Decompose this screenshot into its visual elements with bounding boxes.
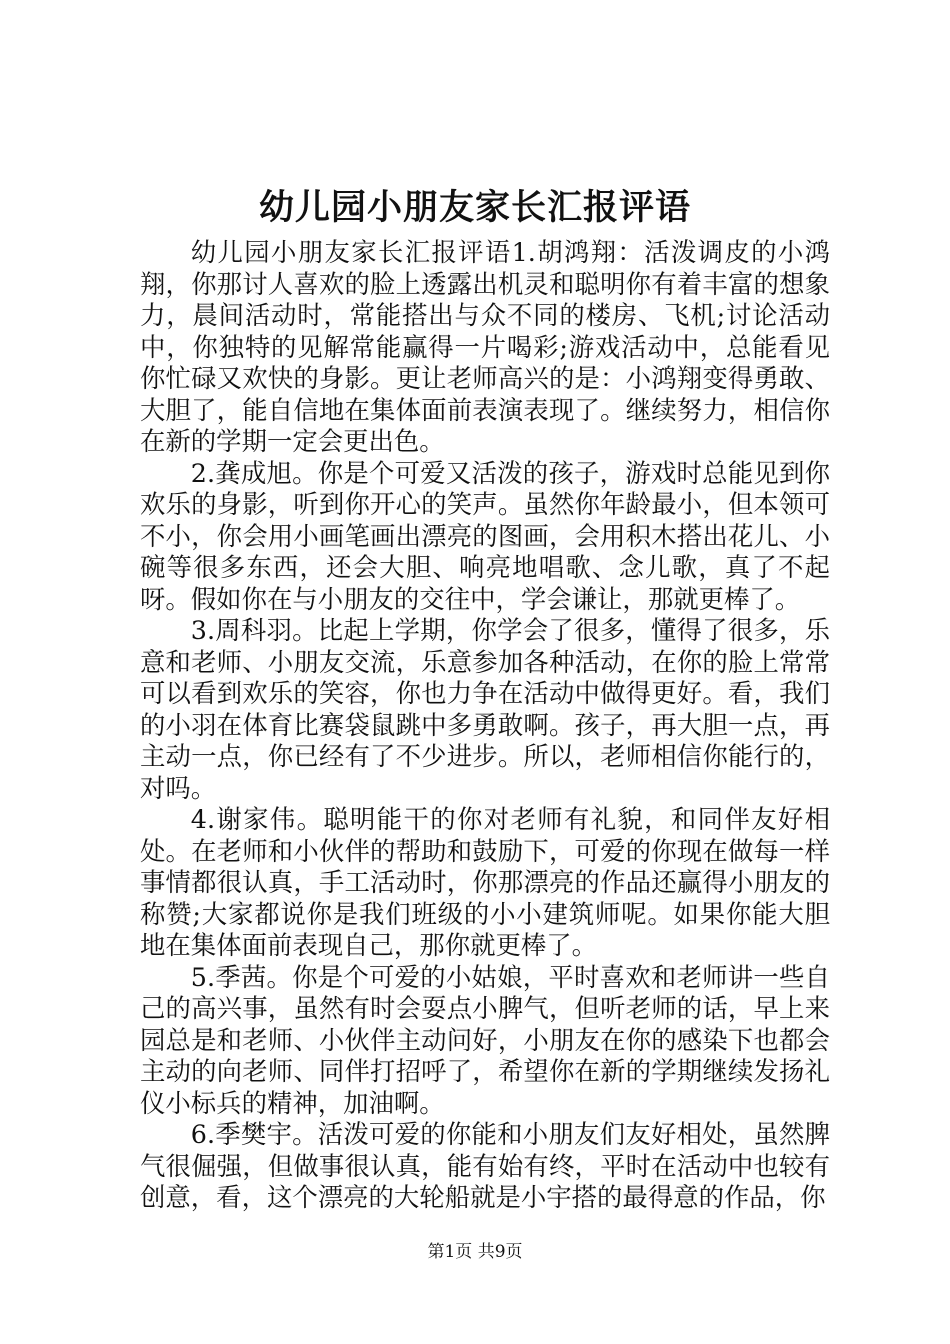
paragraph-5: 5.季茜。你是个可爱的小姑娘，平时喜欢和老师讲一些自己的高兴事，虽然有时会耍点小脾气，但听老师的话，早上来园总是和老师、小伙伴主动问好，小朋友在你的感染下也都会主动的向老师、同伴打招呼了，希望你在新的学期继续发扬礼仪小标兵的精神，加油啊。 [140,961,830,1118]
paragraph-6: 6.季樊宇。活泼可爱的你能和小朋友们友好相处，虽然脾气很倔强，但做事很认真，能有始有终，平时在活动中也较有创意，看，这个漂亮的大轮船就是小宇搭的最得意的作品，你 [140,1119,830,1212]
paragraph-3: 3.周科羽。比起上学期，你学会了很多，懂得了很多，乐意和老师、小朋友交流，乐意参加各种活动，在你的脸上常常可以看到欢乐的笑容，你也力争在活动中做得更好。看，我们的小羽在体育比赛袋鼠跳中多勇敢啊。孩子，再大胆一点，再主动一点，你已经有了不少进步。所以，老师相信你能行的，对吗。 [140,615,830,803]
paragraph-4: 4.谢家伟。聪明能干的你对老师有礼貌，和同伴友好相处。在老师和小伙伴的帮助和鼓励下，可爱的你现在做每一样事情都很认真，手工活动时，你那漂亮的作品还赢得小朋友的称赞;大家都说你是我们班级的小小建筑师呢。如果你能大胆地在集体面前表现自己，那你就更棒了。 [140,804,830,960]
paragraph-2: 2.龚成旭。你是个可爱又活泼的孩子，游戏时总能见到你欢乐的身影，听到你开心的笑声。虽然你年龄最小，但本领可不小，你会用小画笔画出漂亮的图画，会用积木搭出花儿、小碗等很多东西，还会大胆、响亮地唱歌、念儿歌，真了不起呀。假如你在与小朋友的交往中，学会谦让，那就更棒了。 [140,457,830,614]
document-title: 幼儿园小朋友家长汇报评语 [258,187,691,228]
paragraph-1: 幼儿园小朋友家长汇报评语1.胡鸿翔：活泼调皮的小鸿翔，你那讨人喜欢的脸上透露出机灵和聪明你有着丰富的想象力，晨间活动时，常能搭出与众不同的楼房、飞机;讨论活动中，你独特的见解常能赢得一片喝彩;游戏活动中，总能看见你忙碌又欢快的身影。更让老师高兴的是：小鸿翔变得勇敢、大胆了，能自信地在集体面前表演表现了。继续努力，相信你在新的学期一定会更出色。 [140,237,830,456]
document-body [140,237,830,1214]
page-number-footer: 第1页 共9页 [427,1242,523,1262]
